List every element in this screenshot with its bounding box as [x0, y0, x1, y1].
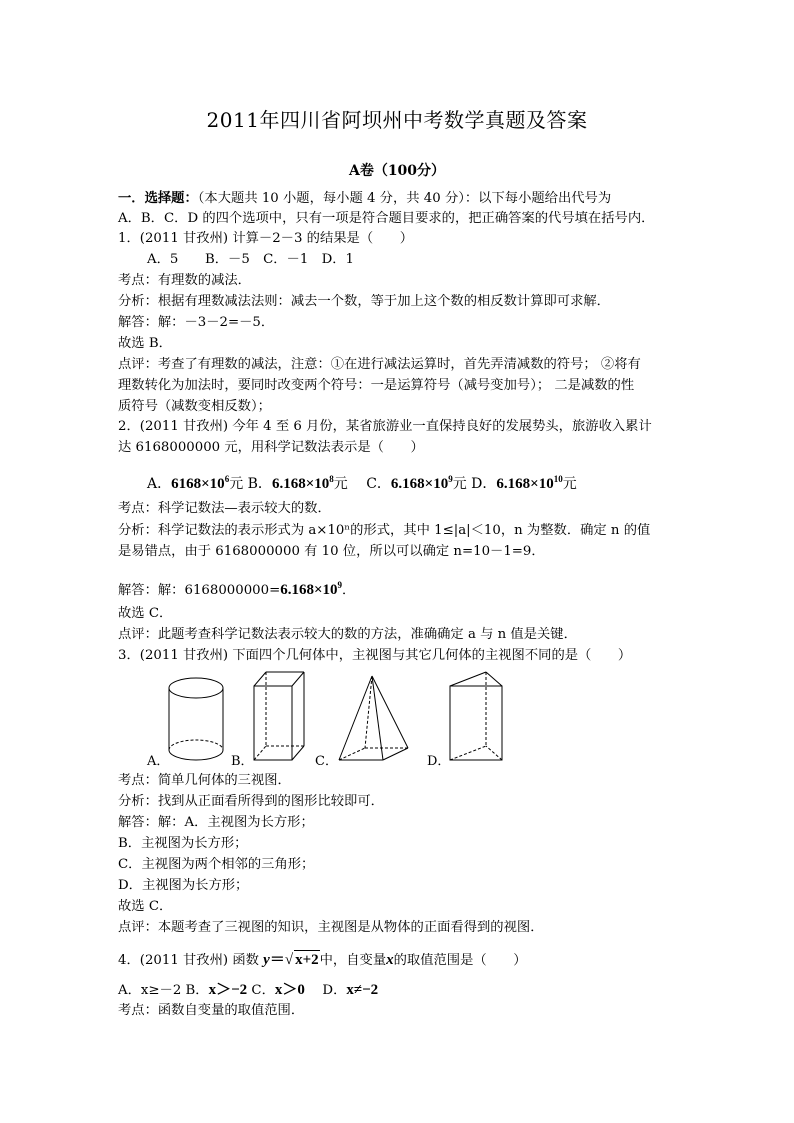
q1-options: A．5 B．－5 C．－1 D．1: [147, 252, 355, 267]
q1-dianping-3: 质符号（减数变相反数）；: [118, 399, 271, 414]
q2-opt-a-value: $6168\times 10^6$: [171, 474, 230, 492]
q4-opt-c-value: x＞0: [274, 982, 305, 998]
q2-jieda-value: $6.168\times 10^9$: [280, 580, 343, 598]
q2-opt-c-unit: 元 D．: [452, 476, 497, 492]
q2-jieda: 解答：解：$6168000000=6.168\times 10^9$．: [118, 580, 356, 598]
q1-guxuan: 故选 B．: [118, 336, 172, 351]
q4-kaodian: 考点：函数自变量的取值范围．: [118, 1003, 305, 1018]
q1-jieda: 解答：解：－3－2=－5．: [118, 315, 275, 330]
q2-opt-b-unit: 元 C．: [333, 476, 391, 492]
intro-heading: 一．选择题：: [118, 191, 198, 206]
intro-line-2: A．B．C．D 的四个选项中，只有一项是符合题目要求的，把正确答案的代号填在括号内．: [118, 211, 655, 226]
q3-label-a: A．: [147, 754, 170, 769]
q3-geometry-drawings: [140, 668, 520, 768]
q1-dianping-1: 点评：考查了有理数的减法，注意：①在进行减法运算时，首先弄清减数的符号； ②将有: [118, 357, 641, 372]
q4-options: A．x≥－2 B．x＞−2 C．x＞0 D．x≠−2: [118, 982, 379, 998]
section-heading: A卷（100分）: [348, 163, 446, 179]
q2-opt-a-unit: 元 B．: [229, 476, 272, 492]
q2-stem-1: 2．(2011 甘孜州) 今年 4 至 6 月份，某省旅游业一直保持良好的发展势头，旅游收入累计: [118, 419, 652, 434]
q2-opt-a-label: A．: [147, 476, 172, 492]
q3-guxuan: 故选 C．: [118, 899, 173, 914]
prism-figure: [450, 672, 502, 760]
q2-opt-b-value: $6.168\times 10^8$: [271, 474, 334, 492]
pyramid-figure: [339, 676, 408, 760]
q2-opt-d-unit: 元: [562, 476, 577, 492]
q4-function-formula: y＝√ x+2: [263, 952, 319, 968]
q3-fenxi: 分析：找到从正面看所得到的图形比较即可．: [118, 794, 384, 809]
q2-guxuan: 故选 C．: [118, 606, 173, 621]
q3-kaodian: 考点：简单几何体的三视图．: [118, 773, 291, 788]
q2-opt-c-value: $6.168\times 10^9$: [390, 474, 453, 492]
q2-options: [147, 470, 577, 493]
q2-fenxi-1: 分析：科学记数法的表示形式为 a×10ⁿ的形式，其中 1≤|a|＜10，n 为整数．确定 n 的值: [118, 523, 651, 538]
q1-stem: 1．(2011 甘孜州) 计算－2－3 的结果是（ ）: [118, 231, 414, 246]
q3-label-c: C．: [315, 754, 338, 769]
q1-dianping-2: 理数转化为加法时，要同时改变两个符号：一是运算符号（减号变加号）； 二是减数的性: [118, 378, 635, 393]
q4-opt-b-value: x＞−2: [208, 982, 248, 998]
q1-kaodian: 考点：有理数的减法．: [118, 273, 251, 288]
q4-stem: 4．(2011 甘孜州) 函数 y＝√ x+2中，自变量x的取值范围是（ ）: [118, 952, 527, 968]
cylinder-figure: [169, 678, 223, 760]
document-title: 2011年四川省阿坝州中考数学真题及答案: [206, 108, 588, 132]
q4-opt-d-value: x≠−2: [346, 982, 379, 998]
q2-kaodian: 考点：科学记数法—表示较大的数．: [118, 501, 331, 516]
q3-dianping: 点评：本题考查了三视图的知识，主视图是从物体的正面看得到的视图．: [118, 920, 544, 935]
q3-figures: [140, 668, 520, 768]
q3-stem: 3．(2011 甘孜州) 下面四个几何体中，主视图与其它几何体的主视图不同的是（ ）: [118, 648, 632, 663]
q3-jieda-3: C．主视图为两个相邻的三角形；: [118, 857, 315, 872]
cuboid-figure: [254, 672, 304, 760]
q3-jieda-4: D．主视图为长方形；: [118, 878, 249, 893]
q3-jieda-2: B．主视图为长方形；: [118, 836, 248, 851]
q3-label-b: B．: [231, 754, 254, 769]
q2-fenxi-2: 是易错点，由于 6168000000 有 10 位，所以可以确定 n=10－1=9．: [118, 544, 545, 559]
intro-text-1: （本大题共 10 小题，每小题 4 分，共 40 分）：以下每小题给出代号为: [197, 191, 612, 206]
q2-dianping: 点评：此题考查科学记数法表示较大的数的方法，准确确定 a 与 n 值是关键．: [118, 627, 577, 642]
q1-fenxi: 分析：根据有理数减法法则：减去一个数，等于加上这个数的相反数计算即可求解．: [118, 294, 610, 309]
q3-jieda-1: 解答：解：A．主视图为长方形；: [118, 815, 314, 830]
q3-label-d: D．: [427, 754, 451, 769]
q2-opt-d-value: $6.168\times 10^{10}$: [496, 474, 563, 492]
q2-stem-2: 达 6168000000 元，用科学记数法表示是（ ）: [118, 440, 424, 455]
intro-line-1: [118, 190, 611, 208]
